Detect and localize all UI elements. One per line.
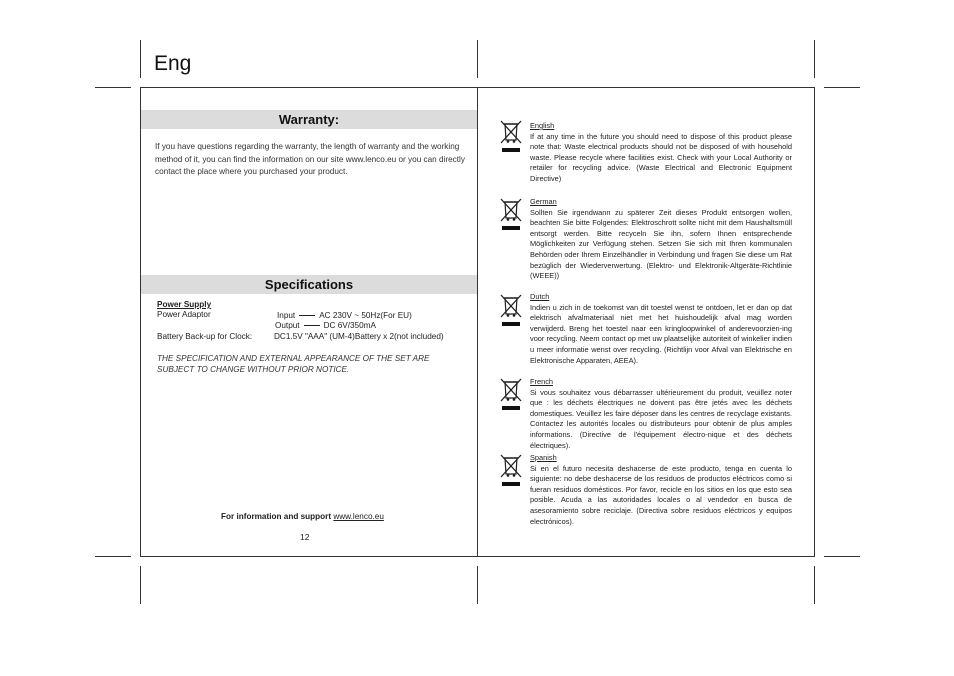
disposal-french	[530, 377, 792, 451]
support-link[interactable]: www.lenco.eu	[333, 512, 384, 521]
disposal-dutch	[530, 292, 792, 366]
weee-bin-icon	[499, 294, 523, 328]
weee-bin-icon	[499, 120, 523, 154]
language-tag: Eng	[154, 52, 192, 75]
disposal-language: Spanish	[530, 453, 557, 462]
input-label: Input	[277, 311, 296, 320]
crop-mark-bottom-left	[95, 556, 131, 557]
warranty-text: If you have questions regarding the warranty, the length of warranty and the working method of it, you can find the information on our site www.lenco.eu or you can directly contact the place where you purchased your product.	[155, 142, 465, 176]
disposal-text: Indien u zich in de toekomst van dit toestel wenst te ontdoen, let er dan op dat elektrisch afvalmateriaal niet met het huishoudelijk afval mag worden verwijderd. Breng het toestel naar een kringloopwinkel of anderevoorzien-ing voor recycling. Neem contact op met uw plaatselijke autoriteit of winkelier indien u meer informatie wenst over recycling. (Richtlijn voor Afval van Elektrische en Elektronische Apparaten, AEEA).	[530, 302, 792, 365]
warranty-title: Warranty:	[141, 110, 477, 129]
disposal-german	[530, 197, 792, 282]
disposal-text: Si en el futuro necesita deshacerse de este producto, tenga en cuenta lo siguiente: no debe deshacerse de los residuos de productos eléctricos como si fueran residuos domésticos. Por favor, recicle en los sitios en los que esto sea posible. Acuda a las autoridades locales o al vendedor en busca de asesoramiento sobre reciclaje. (Directiva sobre residuos eléctricos y equipos electrónicos).	[530, 463, 792, 526]
spec-notice: THE SPECIFICATION AND EXTERNAL APPEARANCE OF THE SET ARE SUBJECT TO CHANGE WITHOUT PRIOR NOTICE.	[157, 354, 430, 374]
disposal-language: French	[530, 377, 554, 386]
disposal-spanish	[530, 453, 792, 527]
input-value: AC 230V ~ 50Hz(For EU)	[319, 311, 412, 320]
disposal-language: German	[530, 197, 557, 206]
disposal-text: Sollten Sie irgendwann zu späterer Zeit dieses Produkt entsorgen wollen, beachten Sie bitte Folgendes: Elektroschrott sollte nicht mit dem Haushaltsmüll entsorgt werden. Bitte recyceln Sie ihn, sofern Ihnen entsprechende Möglichkeiten zur Verfügung stehen. Setzen Sie sich mit Ihren kommunalen Behörden oder Ihrem Einzelhändler in Verbindung und fragen Sie diese um Rat bezüglich der Wiederverwertung. (Elektro- und Elektronik-Altgeräte-Richtlinie (WEEE))	[530, 207, 792, 281]
page-fold-center	[477, 87, 478, 557]
crop-mark-right-top	[814, 40, 815, 78]
disposal-english	[530, 121, 792, 185]
crop-mark-center-top	[477, 40, 478, 78]
support-line	[221, 512, 384, 521]
output-label: Output	[275, 321, 300, 330]
input-dash	[299, 315, 315, 316]
input-row	[277, 311, 412, 322]
support-text: For information and support	[221, 512, 332, 521]
crop-mark-left-bottom	[140, 566, 141, 604]
battery-value: DC1.5V "AAA" (UM-4)Battery x 2(not included)	[274, 332, 444, 341]
weee-bin-icon	[499, 454, 523, 488]
crop-mark-right-bottom	[814, 566, 815, 604]
power-supply-heading: Power Supply	[157, 300, 212, 309]
page-number: 12	[300, 532, 310, 542]
disposal-text: If at any time in the future you should need to dispose of this product please note that: Waste electrical products should not be disposed of with household waste. Please recycle where facilities exist. Check with your Local Authority or retailer for recycling advice. (Waste Electrical and Electronic Equipment Directive)	[530, 131, 792, 183]
weee-bin-icon	[499, 378, 523, 412]
crop-mark-top-right	[824, 87, 860, 88]
power-adaptor-label: Power Adaptor	[157, 310, 211, 319]
battery-label: Battery Back-up for Clock:	[157, 332, 253, 341]
page-border-right	[814, 87, 815, 557]
specifications-title: Specifications	[141, 275, 477, 294]
output-value: DC 6V/350mA	[323, 321, 376, 330]
crop-mark-bottom-right	[824, 556, 860, 557]
crop-mark-left-top	[140, 40, 141, 78]
disposal-language: English	[530, 121, 555, 130]
crop-mark-top-left	[95, 87, 131, 88]
page-border-left	[140, 87, 141, 557]
disposal-text: Si vous souhaitez vous débarrasser ultérieurement du produit, veuillez noter que : les déchets électriques ne doivent pas être jetés avec les déchets domestiques. Veuillez les faire déposer dans les centres de recyclage existants. Contactez les autorités locales ou distributeurs pour obtenir de plus amples informations. (Directive de l'équipement électro-nique et des déchets électriques).	[530, 387, 792, 450]
crop-mark-center-bottom	[477, 566, 478, 604]
weee-bin-icon	[499, 198, 523, 232]
output-dash	[304, 325, 320, 326]
disposal-language: Dutch	[530, 292, 550, 301]
output-row	[275, 321, 376, 332]
